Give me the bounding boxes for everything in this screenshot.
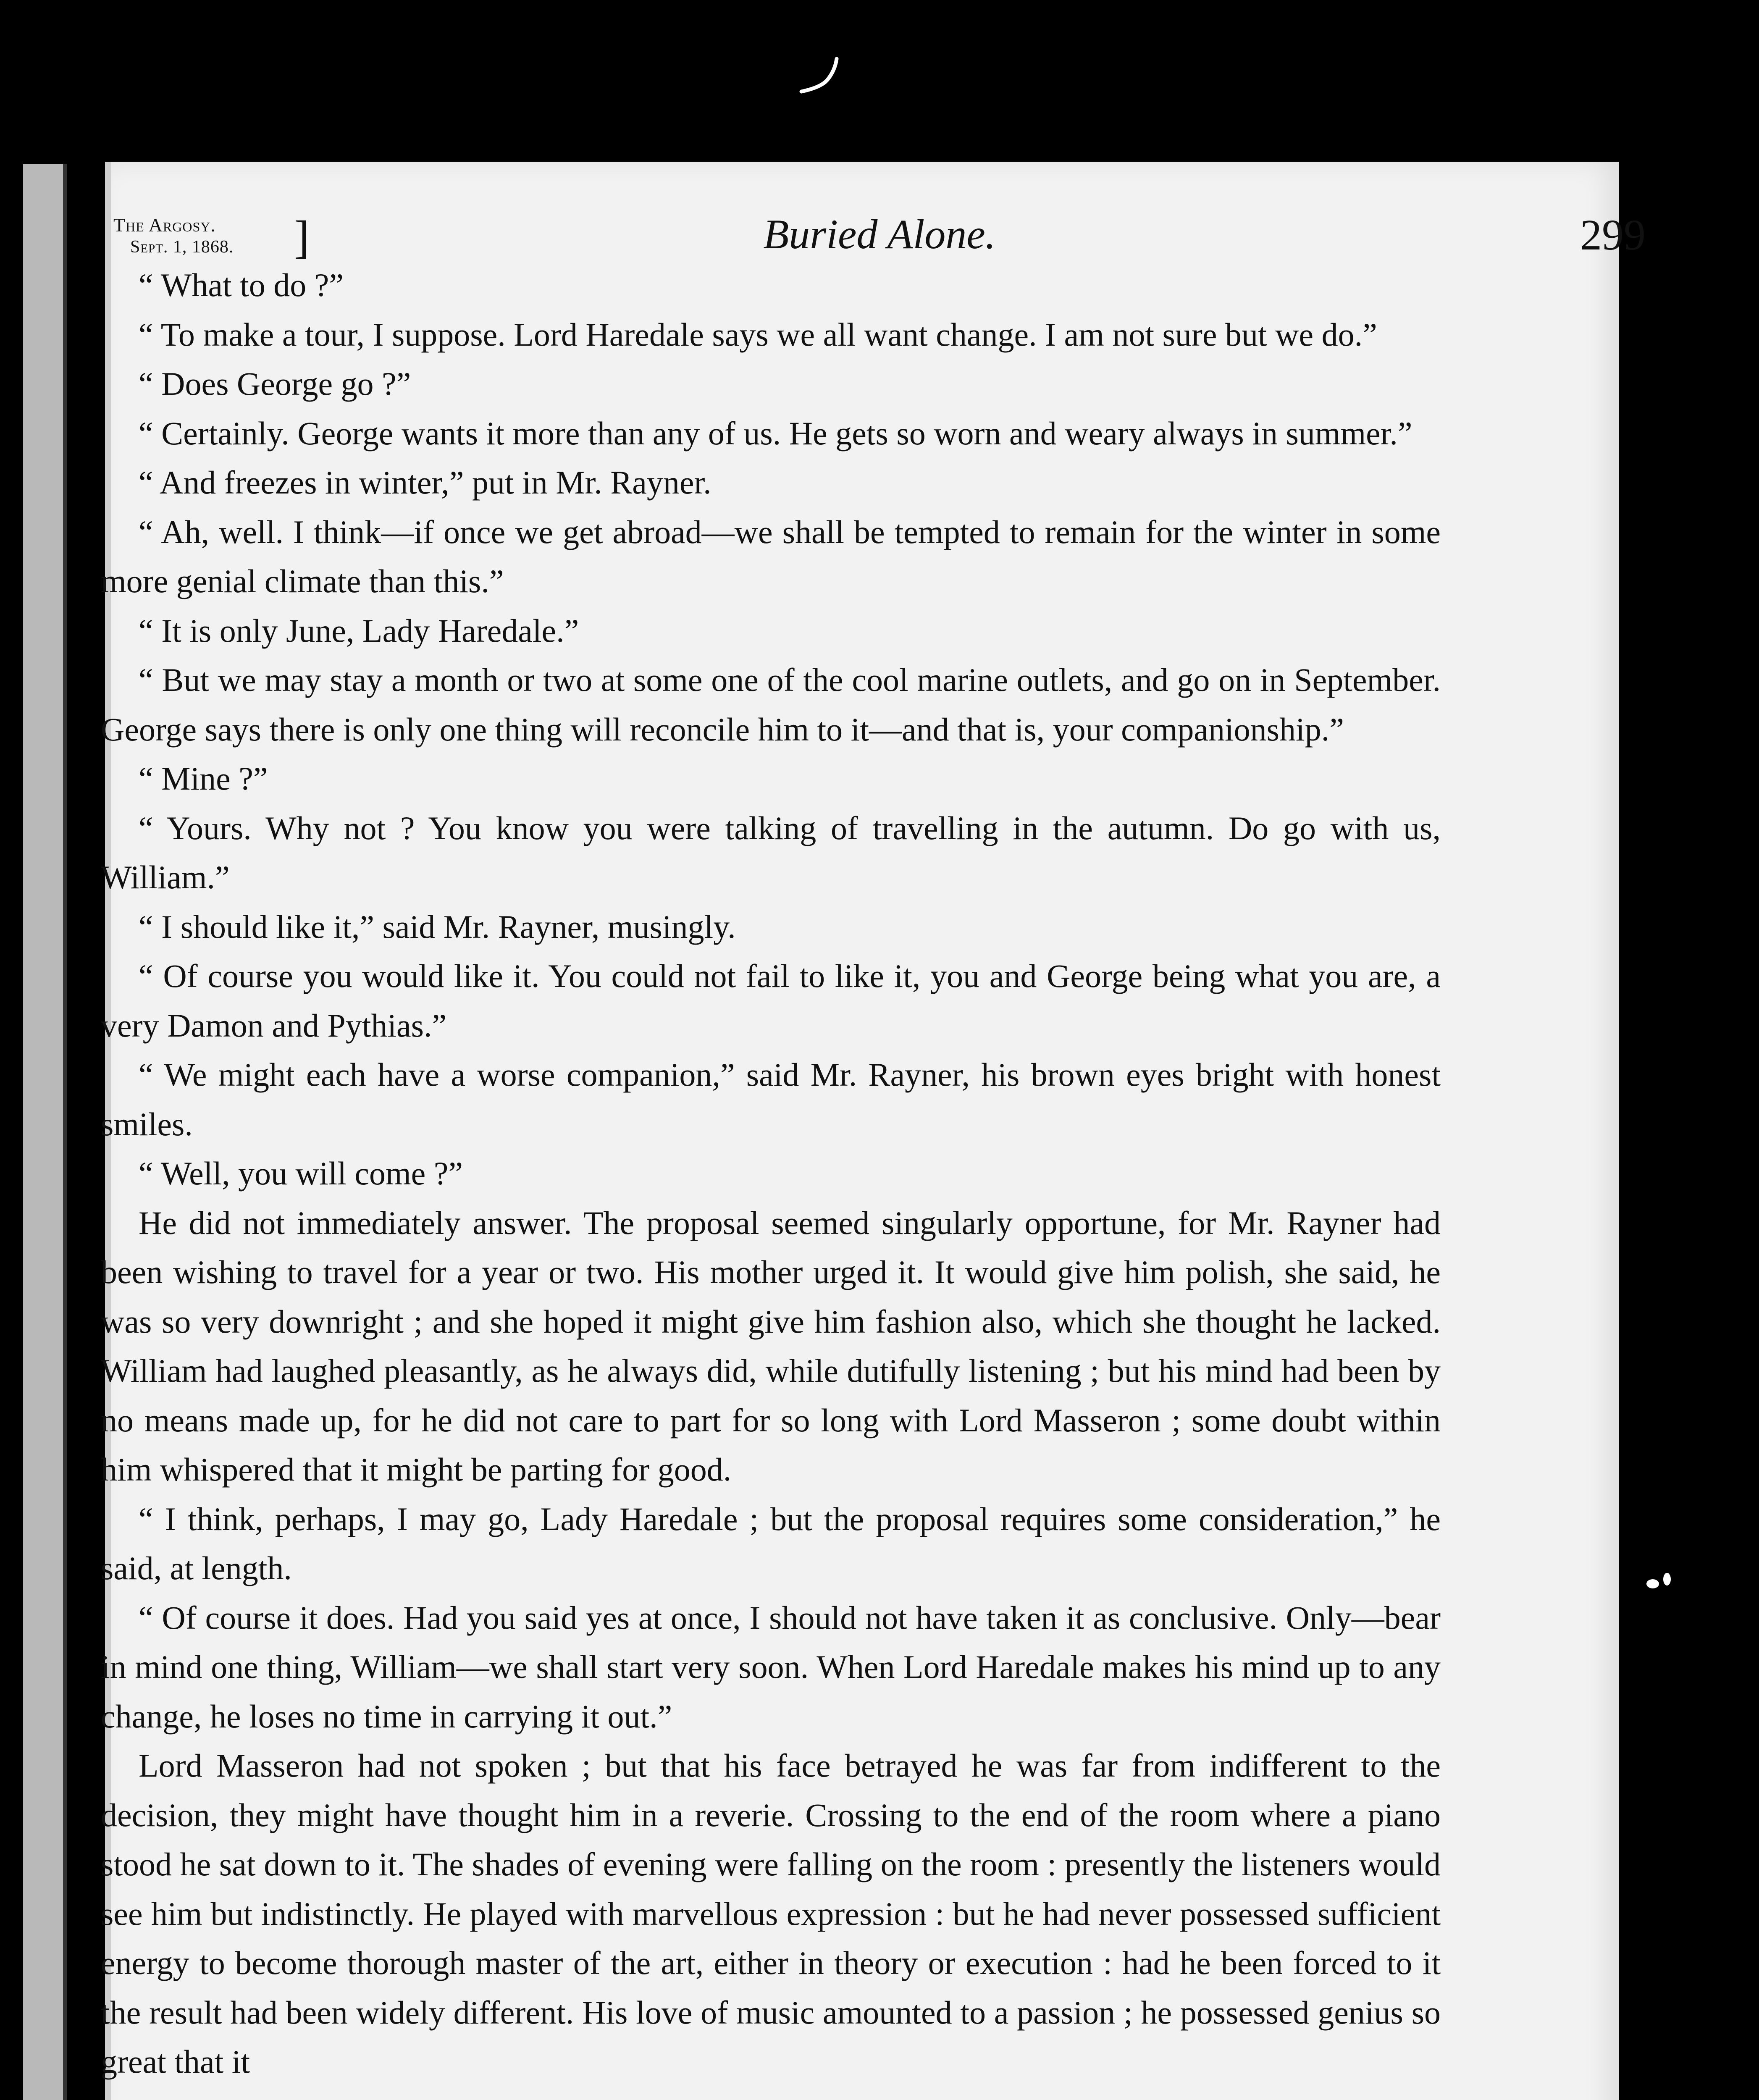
paragraph: “ Certainly. George wants it more than any of us. He gets so worn and weary always in summer.” (139, 415, 1412, 452)
paragraph: “ We might each have a worse companion,” said Mr. Rayner, his brown eyes bright with honest smiles. (101, 1056, 1441, 1142)
paragraph: “ Yours. Why not ? You know you were talking of travelling in the autumn. Do go with us, William.” (101, 809, 1441, 895)
paragraph: “ But we may stay a month or two at some one of the cool marine outlets, and go on in September. George says there is only one thing will reconcile him to it—and that is, your companionship.” (101, 662, 1441, 748)
body-text (101, 260, 1441, 2087)
scan-speck (1646, 1579, 1659, 1588)
paragraph: “ What to do ?” (139, 267, 344, 303)
paragraph: “ Ah, well. I think—if once we get abroad—we shall be tempted to remain for the winter in some more genial climate than this.” (101, 513, 1441, 599)
paragraph: “ Mine ?” (139, 760, 268, 797)
publication-name: The Argosy. (113, 214, 216, 236)
paragraph: “ I think, perhaps, I may go, Lady Haredale ; but the proposal requires some consideration,” he said, at length. (101, 1500, 1441, 1586)
publication-date: Sept. 1, 1868. (130, 237, 234, 257)
paragraph: “ I should like it,” said Mr. Rayner, musingly. (139, 908, 736, 945)
page-title: Buried Alone. (763, 211, 996, 257)
scan-speck (1663, 1573, 1671, 1586)
facing-page-edge (23, 164, 67, 2100)
page-header (113, 197, 1646, 265)
paragraph: Lord Masseron had not spoken ; but that his face betrayed he was far from indifferent to the decision, they might have thought him in a reverie. Crossing to the end of the room where a piano stood he sat down to it. The shades of evening were falling on the room : presently the listeners would see him but indistinctly. He played with marvellous expression : but he had never possessed sufficient energy to become thorough master of the art, either in theory or execution : had he been forced to it the result had been widely different. His love of music amounted to a passion ; he possessed genius so great that it (101, 1747, 1441, 2080)
paragraph: “ Of course it does. Had you said yes at once, I should not have taken it as conclusive. Only—bear in mind one thing, William—we shall start very soon. When Lord Haredale makes his mind up to any change, he loses no time in carrying it out.” (101, 1599, 1441, 1735)
ink-stroke-mark (798, 55, 844, 101)
header-bracket: ] (294, 211, 310, 262)
paragraph: “ Well, you will come ?” (139, 1155, 463, 1192)
paragraph: “ It is only June, Lady Haredale.” (139, 612, 579, 649)
paragraph: “ Of course you would like it. You could not fail to like it, you and George being what you are, a very Damon and Pythias.” (101, 958, 1441, 1044)
paragraph: “ To make a tour, I suppose. Lord Haredale says we all want change. I am not sure but we do.” (139, 316, 1377, 353)
paragraph: He did not immediately answer. The proposal seemed singularly opportune, for Mr. Rayner had been wishing to travel for a year or two. His mother urged it. It would give him polish, she said, he was so very downright ; and she hoped it might give him fashion also, which she thought he lacked. William had laughed pleasantly, as he always did, while dutifully listening ; but his mind had been by no means made up, for he did not care to part for so long with Lord Masseron ; some doubt within him whispered that it might be parting for good. (101, 1204, 1441, 1488)
paragraph: “ Does George go ?” (139, 365, 411, 402)
paragraph: “ And freezes in winter,” put in Mr. Rayner. (139, 464, 711, 501)
page-number: 299 (1580, 211, 1646, 259)
